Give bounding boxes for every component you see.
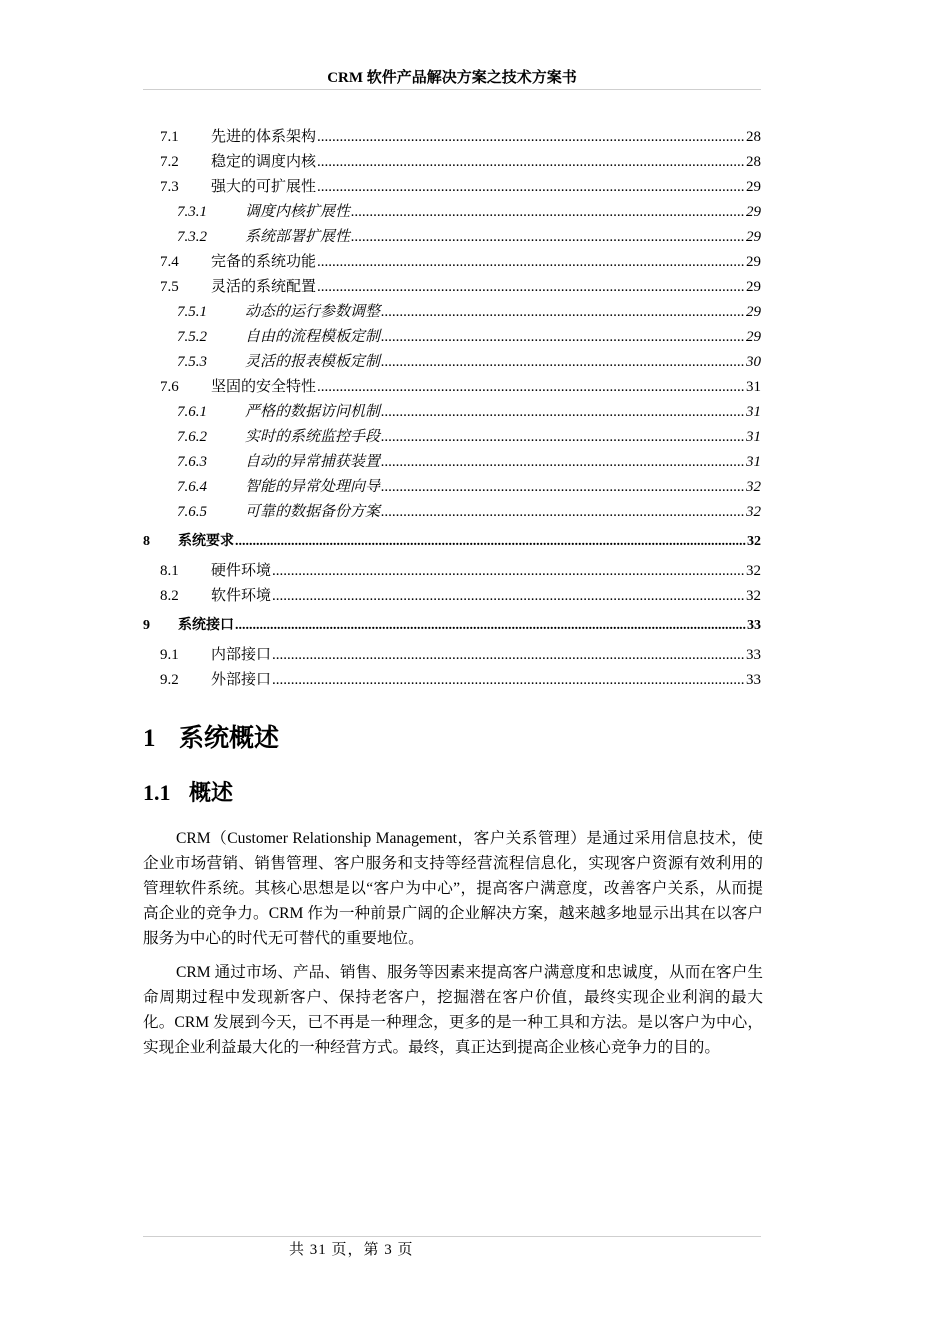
toc-entry-title: 强大的可扩展性	[211, 179, 317, 195]
toc-entry-page: 31	[746, 404, 761, 420]
toc-entry-number: 7.6.5	[177, 504, 207, 520]
toc-entry-title: 严格的数据访问机制	[245, 404, 381, 420]
toc-leader-dots	[381, 450, 745, 475]
toc-entry[interactable]	[143, 275, 761, 300]
toc-entry-title: 实时的系统监控手段	[245, 429, 381, 445]
toc-entry[interactable]	[143, 325, 761, 350]
toc-entry-number: 7.3.1	[177, 204, 207, 220]
toc-entry-page: 33	[746, 672, 761, 688]
toc-leader-dots	[317, 175, 745, 200]
toc-leader-dots	[381, 475, 745, 500]
toc-entry[interactable]	[143, 475, 761, 500]
toc-leader-dots	[381, 500, 745, 525]
toc-entry-number: 7.6.3	[177, 454, 207, 470]
toc-entry-number: 7.5.1	[177, 304, 207, 320]
toc-entry-page: 32	[746, 479, 761, 495]
toc-entry[interactable]	[143, 500, 761, 525]
toc-entry-page: 29	[746, 179, 761, 195]
toc-entry-page: 28	[746, 129, 761, 145]
toc-entry[interactable]	[143, 668, 761, 693]
toc-entry-title: 自动的异常捕获装置	[245, 454, 381, 470]
toc-leader-dots	[381, 300, 745, 325]
toc-entry-number: 9.1	[160, 647, 179, 663]
toc-entry-title: 灵活的报表模板定制	[245, 354, 381, 370]
header-divider	[143, 89, 761, 90]
toc-leader-dots	[272, 643, 745, 668]
toc-entry-title: 系统要求	[178, 534, 234, 549]
toc-entry-number: 7.6.1	[177, 404, 207, 420]
toc-leader-dots	[272, 668, 745, 693]
toc-entry-number: 7.1	[160, 129, 179, 145]
toc-entry-title: 稳定的调度内核	[211, 154, 317, 170]
toc-entry-page: 29	[746, 204, 761, 220]
toc-entry-number: 7.3	[160, 179, 179, 195]
toc-entry-title: 灵活的系统配置	[211, 279, 317, 295]
toc-entry[interactable]	[143, 250, 761, 275]
toc-entry[interactable]	[143, 525, 761, 559]
toc-entry-number: 7.2	[160, 154, 179, 170]
toc-entry-number: 7.6.4	[177, 479, 207, 495]
toc-entry-title: 动态的运行参数调整	[245, 304, 381, 320]
toc-entry-page: 33	[747, 618, 761, 633]
subsection-heading	[143, 776, 233, 807]
toc-leader-dots	[272, 584, 745, 609]
body-paragraph: CRM（Customer Relationship Management，客户关系管理）是通过采用信息技术，使企业市场营销、销售管理、客户服务和支持等经营流程信息化，实现客户资源有效利用的管理软件系统。其核心思想是以“客户为中心”，提高客户满意度，改善客户关系，从而提高企业的竞争力。CRM 作为一种前景广阔的企业解决方案，越来越多地显示出其在以客户服务为中心的时代无可替代的重要地位。	[143, 830, 763, 947]
toc-leader-dots	[317, 125, 745, 150]
toc-leader-dots	[317, 275, 745, 300]
toc-entry-number: 7.5.3	[177, 354, 207, 370]
footer-divider	[143, 1236, 761, 1237]
toc-entry-page: 29	[746, 279, 761, 295]
toc-entry-title: 系统接口	[178, 618, 234, 633]
toc-entry[interactable]	[143, 400, 761, 425]
toc-entry[interactable]	[143, 643, 761, 668]
toc-entry-number: 8	[143, 534, 150, 549]
toc-entry-number: 7.6	[160, 379, 179, 395]
toc-entry[interactable]	[143, 175, 761, 200]
toc-entry-page: 31	[746, 454, 761, 470]
page-header: CRM 软件产品解决方案之技术方案书	[327, 70, 577, 86]
toc-entry-number: 8.1	[160, 563, 179, 579]
toc-entry-title: 硬件环境	[211, 563, 272, 579]
toc-entry[interactable]	[143, 350, 761, 375]
toc-entry-page: 28	[746, 154, 761, 170]
toc-entry-number: 7.6.2	[177, 429, 207, 445]
toc-entry-number: 8.2	[160, 588, 179, 604]
toc-entry[interactable]	[143, 200, 761, 225]
toc-entry-page: 32	[747, 534, 761, 549]
toc-leader-dots	[235, 609, 746, 643]
toc-leader-dots	[317, 250, 745, 275]
toc-leader-dots	[351, 225, 745, 250]
toc-entry[interactable]	[143, 125, 761, 150]
section-heading	[143, 718, 279, 754]
toc-entry-page: 29	[746, 254, 761, 270]
toc-entry[interactable]	[143, 450, 761, 475]
toc-entry-title: 自由的流程模板定制	[245, 329, 381, 345]
toc-entry-title: 坚固的安全特性	[211, 379, 317, 395]
toc-entry-title: 软件环境	[211, 588, 272, 604]
toc-entry-page: 29	[746, 304, 761, 320]
toc-entry-title: 调度内核扩展性	[245, 204, 351, 220]
toc-entry-title: 完备的系统功能	[211, 254, 317, 270]
toc-entry-title: 系统部署扩展性	[245, 229, 351, 245]
body-paragraph: CRM 通过市场、产品、销售、服务等因素来提高客户满意度和忠诚度，从而在客户生命周期过程中发现新客户、保持老客户，挖掘潜在客户价值，最终实现企业利润的最大化。CRM 发展到今天，已不再是一种理念，更多的是一种工具和方法。是以客户为中心，实现企业利益最大化的一种经营方式。最终，真正达到提高企业核心竞争力的目的。	[143, 964, 763, 1056]
toc-leader-dots	[235, 525, 746, 559]
toc-entry-number: 7.5	[160, 279, 179, 295]
toc-entry-number: 7.5.2	[177, 329, 207, 345]
toc-entry-number: 7.4	[160, 254, 179, 270]
subsection-number: 1.1	[143, 780, 171, 805]
section-title: 系统概述	[179, 725, 280, 752]
toc-entry-page: 32	[746, 563, 761, 579]
toc-entry[interactable]	[143, 225, 761, 250]
toc-entry-page: 29	[746, 229, 761, 245]
toc-entry-page: 31	[746, 379, 761, 395]
toc-leader-dots	[381, 325, 745, 350]
toc-entry[interactable]	[143, 375, 761, 400]
toc-entry-page: 32	[746, 588, 761, 604]
toc-leader-dots	[317, 150, 745, 175]
toc-leader-dots	[381, 425, 745, 450]
section-number: 1	[143, 725, 156, 752]
toc-entry-page: 32	[746, 504, 761, 520]
toc-entry-page: 30	[746, 354, 761, 370]
toc-entry-title: 内部接口	[211, 647, 272, 663]
toc-entry-page: 31	[746, 429, 761, 445]
toc-entry[interactable]	[143, 609, 761, 643]
toc-entry-title: 智能的异常处理向导	[245, 479, 381, 495]
toc-leader-dots	[317, 375, 745, 400]
toc-entry-page: 29	[746, 329, 761, 345]
toc-entry[interactable]	[143, 425, 761, 450]
toc-leader-dots	[381, 350, 745, 375]
toc-entry[interactable]	[143, 300, 761, 325]
toc-entry[interactable]	[143, 584, 761, 609]
toc-entry-title: 可靠的数据备份方案	[245, 504, 381, 520]
toc-entry[interactable]	[143, 150, 761, 175]
toc-entry-page: 33	[746, 647, 761, 663]
subsection-title: 概述	[189, 780, 234, 805]
table-of-contents	[143, 125, 761, 693]
page-footer: 共 31 页，第 3 页	[289, 1242, 414, 1258]
toc-leader-dots	[351, 200, 745, 225]
toc-entry-title: 先进的体系架构	[211, 129, 317, 145]
toc-entry[interactable]	[143, 559, 761, 584]
toc-entry-number: 9.2	[160, 672, 179, 688]
toc-leader-dots	[381, 400, 745, 425]
toc-leader-dots	[272, 559, 745, 584]
toc-entry-title: 外部接口	[211, 672, 272, 688]
toc-entry-number: 9	[143, 618, 150, 633]
toc-entry-number: 7.3.2	[177, 229, 207, 245]
